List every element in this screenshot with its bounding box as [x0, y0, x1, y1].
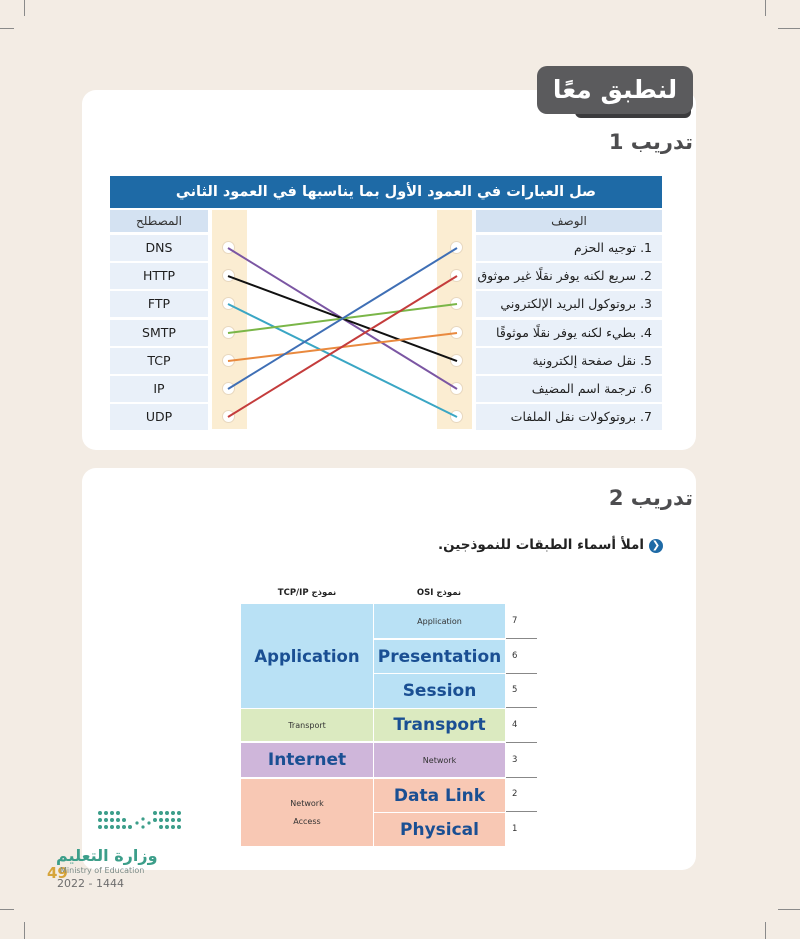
osi-session-layer [374, 674, 505, 708]
layer-divider [506, 811, 537, 812]
layer-number: 7 [512, 616, 518, 626]
description-row: 4. بطيء لكنه يوفر نقلًا موثوقًا [476, 320, 662, 346]
osi-network-label: Network [422, 755, 457, 765]
description-row: 7. بروتوكولات نقل الملفات [476, 404, 662, 430]
exercise1-title: تدريب 1 [608, 130, 693, 154]
term-row: UDP [110, 404, 208, 430]
tcpip-network-access-label-2: Access [293, 816, 321, 826]
crop-mark [778, 909, 800, 910]
description-connector-dot[interactable] [450, 241, 463, 254]
description-connector-dot[interactable] [450, 410, 463, 423]
section-badge: لنطبق معًا [537, 66, 693, 114]
column-header-term: المصطلح [110, 210, 208, 232]
term-connector-dot[interactable] [222, 297, 235, 310]
layer-number: 1 [512, 824, 518, 834]
chevron-circle-icon: ❯ [649, 539, 663, 553]
crop-mark [0, 909, 14, 910]
osi-application-layer [374, 604, 505, 638]
osi-physical-layer [374, 813, 505, 846]
osi-network-layer [374, 743, 505, 777]
term-row: HTTP [110, 263, 208, 289]
description-connector-dot[interactable] [450, 297, 463, 310]
description-connector-dot[interactable] [450, 269, 463, 282]
description-row: 1. توجيه الحزم [476, 235, 662, 261]
osi-transport-label: Transport [393, 715, 486, 735]
layer-number: 3 [512, 755, 518, 765]
term-row: IP [110, 376, 208, 402]
description-row: 6. ترجمة اسم المضيف [476, 376, 662, 402]
osi-presentation-layer [374, 640, 505, 673]
layer-divider [506, 673, 537, 674]
layer-divider [506, 742, 537, 743]
term-row: SMTP [110, 320, 208, 346]
ministry-name-english: Ministry of Education [60, 866, 145, 875]
osi-data-link-layer [374, 779, 505, 812]
footer-year: 2022 - 1444 [57, 877, 124, 890]
ministry-name-arabic: وزارة التعليم [56, 846, 158, 865]
crop-mark [765, 0, 766, 16]
osi-presentation-label: Presentation [377, 646, 502, 667]
layer-divider [506, 638, 537, 639]
tcpip-application-layer [241, 604, 373, 708]
crop-mark [24, 922, 25, 939]
tcpip-model-header: نموذج TCP/IP [277, 588, 337, 598]
layer-number: 6 [512, 651, 518, 661]
term-row: TCP [110, 348, 208, 374]
term-connector-dot[interactable] [222, 382, 235, 395]
ministry-logo-icon [95, 805, 189, 845]
exercise2-title: تدريب 2 [608, 486, 693, 510]
term-connector-dot[interactable] [222, 354, 235, 367]
description-connector-dot[interactable] [450, 354, 463, 367]
description-connector-dot[interactable] [450, 326, 463, 339]
tcpip-network-access-layer [241, 779, 373, 846]
instruction-text: املأ أسماء الطبقات للنموذجين. [437, 537, 644, 553]
crop-mark [24, 0, 25, 16]
crop-mark [778, 28, 800, 29]
layer-divider [506, 707, 537, 708]
osi-application-label: Application [417, 616, 462, 626]
term-connector-dot[interactable] [222, 241, 235, 254]
osi-session-label: Session [402, 681, 477, 701]
term-connector-dot[interactable] [222, 326, 235, 339]
tcpip-transport-layer [241, 709, 373, 741]
description-row: 5. نقل صفحة إلكترونية [476, 348, 662, 374]
osi-physical-label: Physical [400, 819, 479, 840]
description-row: 2. سريع لكنه يوفر نقلًا غير موثوق [476, 263, 662, 289]
layer-divider [506, 777, 537, 778]
tcpip-internet-layer [241, 743, 373, 777]
description-connector-dot[interactable] [450, 382, 463, 395]
layer-number: 4 [512, 720, 518, 730]
tcpip-network-access-label-1: Network [290, 798, 324, 808]
term-row: FTP [110, 291, 208, 317]
osi-model-header: نموذج OSI [416, 588, 462, 598]
term-row: DNS [110, 235, 208, 261]
osi-transport-layer [374, 709, 505, 741]
tcpip-transport-label: Transport [288, 720, 326, 730]
page-number: 49 [47, 864, 68, 882]
crop-mark [0, 28, 14, 29]
description-row: 3. بروتوكول البريد الإلكتروني [476, 291, 662, 317]
column-header-description: الوصف [476, 210, 662, 232]
osi-data-link-label: Data Link [393, 785, 486, 806]
layer-number: 2 [512, 789, 518, 799]
crop-mark [765, 922, 766, 939]
term-connector-dot[interactable] [222, 269, 235, 282]
tcpip-application-label: Application [254, 646, 360, 666]
matching-table-header: صل العبارات في العمود الأول بما يناسبها في العمود الثاني [110, 176, 662, 208]
tcpip-internet-label: Internet [267, 750, 347, 770]
layer-number: 5 [512, 685, 518, 695]
term-connector-dot[interactable] [222, 410, 235, 423]
